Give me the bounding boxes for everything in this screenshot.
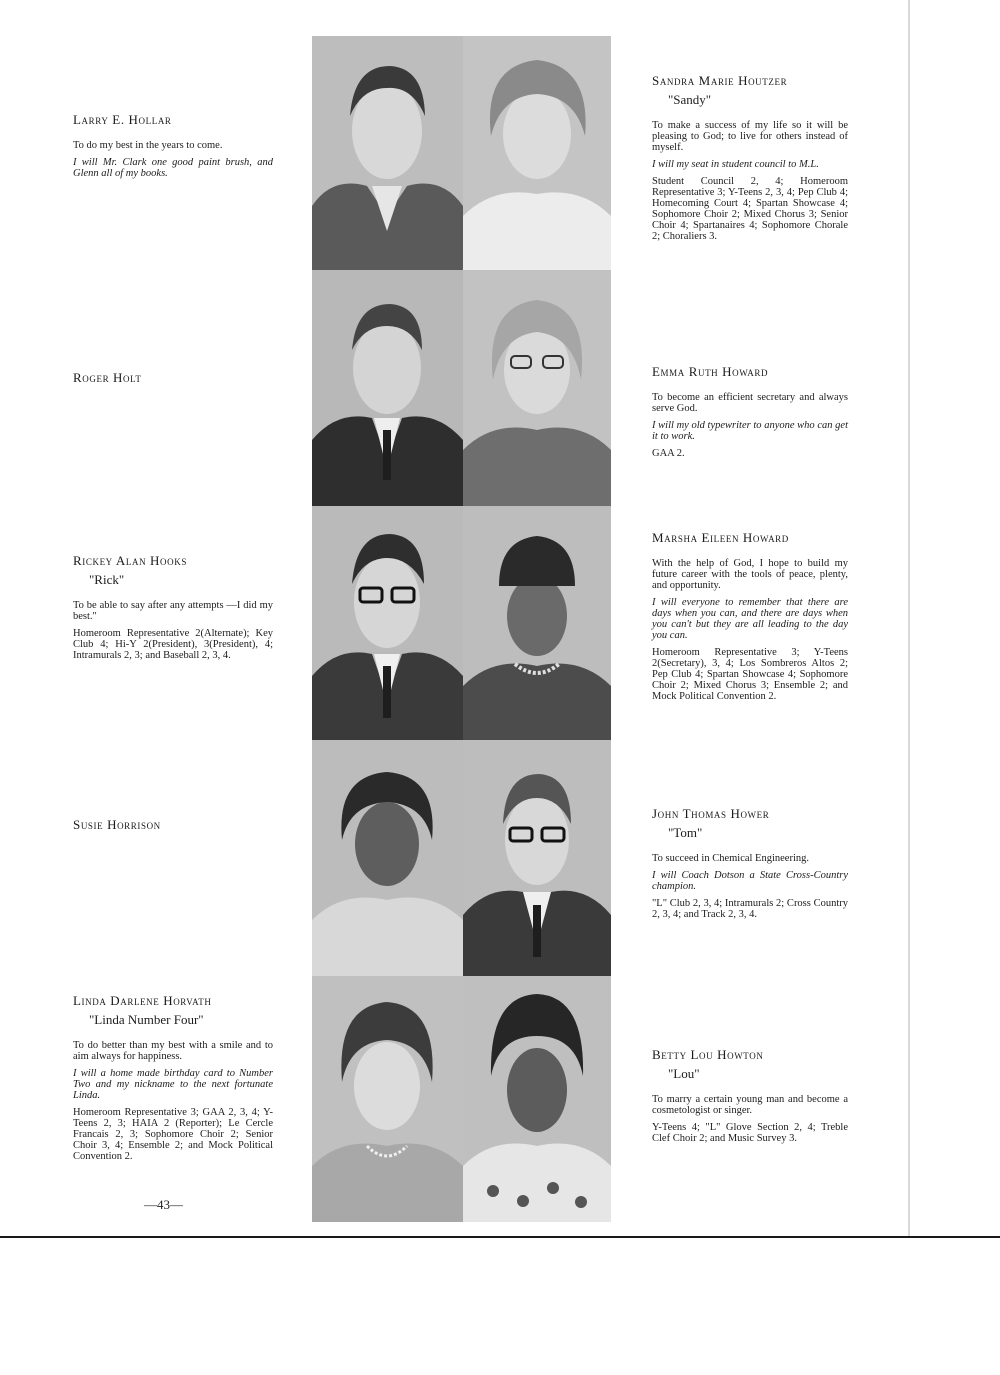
student-motto: To marry a certain young man and become a cosmetologist or singer. [652, 1094, 848, 1116]
student-nickname: "Tom" [668, 825, 703, 840]
entry-susie-horrison [73, 817, 273, 836]
student-motto: With the help of God, I hope to build my future career with the tools of peace, plenty, and opportunity. [652, 558, 848, 591]
student-motto: To succeed in Chemical Engineering. [652, 853, 810, 864]
portrait-john-hower [463, 740, 611, 976]
entry-betty-howton [652, 1047, 848, 1150]
student-motto: To be able to say after any attempts —I did my best." [73, 600, 273, 622]
student-will: I will everyone to remember that there are days when you can, and there are days when you can't but they are all leading to the day you can. [652, 597, 848, 641]
student-name: Emma Ruth Howard [652, 364, 769, 379]
student-name: Larry E. Hollar [73, 112, 172, 127]
student-motto: To become an efficient secretary and always serve God. [652, 392, 848, 414]
scan-margin [0, 1238, 1000, 1375]
student-motto: To do my best in the years to come. [73, 140, 223, 151]
entry-larry-hollar [73, 112, 273, 185]
student-name: Susie Horrison [73, 817, 161, 832]
entry-sandra-houtzer [652, 73, 848, 248]
student-activities: Student Council 2, 4; Homeroom Representative 3; Y-Teens 2, 3, 4; Pep Club 4; Homecoming Court 4; Spartan Showcase 4; Sophomore Choir 2; Mixed Chorus 3; Senior Choir 4; Spartanaires 4; Sophomore Chorale 2; Choraliers 3. [652, 176, 848, 242]
portrait-emma-howard [463, 270, 611, 506]
student-nickname: "Linda Number Four" [89, 1012, 204, 1027]
student-nickname: "Lou" [668, 1066, 700, 1081]
portrait-linda-horvath [312, 976, 463, 1222]
scan-edge-shadow [908, 0, 910, 1240]
student-activities: GAA 2. [652, 448, 685, 459]
student-name: Rickey Alan Hooks [73, 553, 187, 568]
entry-roger-holt [73, 370, 273, 389]
entry-emma-howard [652, 364, 848, 465]
student-will: I will my seat in student council to M.L. [652, 159, 819, 170]
student-name: Roger Holt [73, 370, 142, 385]
portrait-susie-horrison [312, 740, 463, 976]
portrait-larry-hollar [312, 36, 463, 270]
portrait-marsha-howard [463, 506, 611, 740]
student-activities: Homeroom Representative 2(Alternate); Key Club 4; Hi-Y 2(President), 3(President), 4; Intramurals 2, 3; and Baseball 2, 3, 4. [73, 628, 273, 661]
student-name: Marsha Eileen Howard [652, 530, 789, 545]
student-nickname: "Sandy" [668, 92, 712, 107]
student-motto: To do better than my best with a smile and to aim always for happiness. [73, 1040, 273, 1062]
portrait-roger-holt [312, 270, 463, 506]
page-number: —43— [144, 1197, 183, 1212]
portrait-rickey-hooks [312, 506, 463, 740]
student-activities: Y-Teens 4; "L" Glove Section 2, 4; Treble Clef Choir 2; and Music Survey 3. [652, 1122, 848, 1144]
student-will: I will Mr. Clark one good paint brush, and Glenn all of my books. [73, 157, 273, 179]
portrait-betty-howton [463, 976, 611, 1222]
entry-marsha-howard [652, 530, 848, 708]
student-motto: To make a success of my life so it will be pleasing to God; to live for others instead of myself. [652, 120, 848, 153]
student-name: Betty Lou Howton [652, 1047, 764, 1062]
entry-john-hower [652, 806, 848, 926]
student-activities: "L" Club 2, 3, 4; Intramurals 2; Cross Country 2, 3, 4; and Track 2, 3, 4. [652, 898, 848, 920]
portrait-strip [312, 36, 611, 1222]
student-will: I will my old typewriter to anyone who can get it to work. [652, 420, 848, 442]
student-name: John Thomas Hower [652, 806, 770, 821]
student-activities: Homeroom Representative 3; Y-Teens 2(Secretary), 3, 4; Los Sombreros Altos 2; Pep Club 4; Spartan Showcase 4; Sophomore Choir 2; Mixed Chorus 3; Ensemble 2; and Mock Political Convention 2. [652, 647, 848, 702]
portrait-sandra-houtzer [463, 36, 611, 270]
student-name: Linda Darlene Horvath [73, 993, 212, 1008]
student-name: Sandra Marie Houtzer [652, 73, 788, 88]
entry-rickey-hooks [73, 553, 273, 667]
student-will: I will a home made birthday card to Number Two and my nickname to the next fortunate Linda. [73, 1068, 273, 1101]
student-activities: Homeroom Representative 3; GAA 2, 3, 4; Y-Teens 2, 3; HAIA 2 (Reporter); Le Cercle Francais 2, 3; Sophomore Choir 2; Senior Choir 3, 4; Ensemble 2; and Mock Political Convention 2. [73, 1107, 273, 1162]
student-will: I will Coach Dotson a State Cross-Country champion. [652, 870, 848, 892]
student-nickname: "Rick" [89, 572, 125, 587]
entry-linda-horvath [73, 993, 273, 1168]
